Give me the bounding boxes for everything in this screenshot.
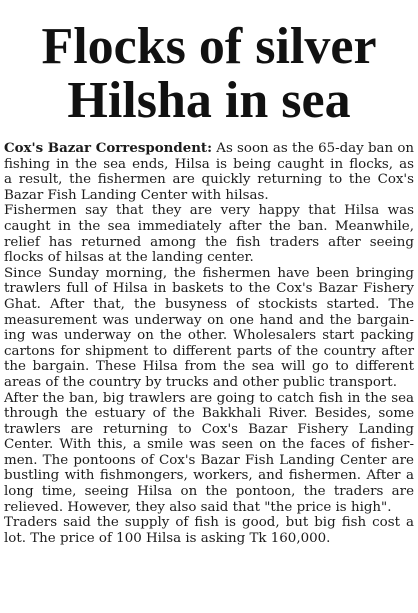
article-line: bustling with fishmongers, workers, and fishermen. After a <box>4 468 414 484</box>
article-line: flocks of hilsas at the landing center. <box>4 250 254 266</box>
article-line: ing was underway on the other. Wholesalers start packing <box>4 328 414 344</box>
article-line: relief has returned among the fish traders after seeing <box>4 234 414 250</box>
article-line <box>4 141 414 157</box>
article-line: cartons for shipment to different parts of the country after <box>4 343 414 359</box>
article-line: men. The pontoons of Cox's Bazar Fish Landing Center are <box>4 452 414 468</box>
article-body <box>4 141 414 546</box>
article-line: lot. The price of 100 Hilsa is asking Tk 160,000. <box>4 530 331 546</box>
article-line: After the ban, big trawlers are going to catch fish in the sea <box>4 390 414 406</box>
article-line: Since Sunday morning, the fishermen have been bringing <box>4 265 414 281</box>
article-line: the bargain. These Hilsa from the sea will go to different <box>4 359 414 375</box>
article-line-text: As soon as the 65-day ban on <box>212 141 414 156</box>
byline: Cox's Bazar Correspondent: <box>4 140 213 156</box>
article-line: Bazar Fish Landing Center with hilsas. <box>4 187 269 203</box>
article-line: Fishermen say that they are very happy that Hilsa was <box>4 203 414 219</box>
article-line: trawlers full of Hilsa in baskets to the Cox's Bazar Fishery <box>4 281 414 297</box>
article-line: areas of the country by trucks and other public transport. <box>4 374 397 390</box>
article-line: relieved. However, they also said that "the price is high". <box>4 499 392 515</box>
article-line: through the estuary of the Bakkhali River. Besides, some <box>4 406 414 422</box>
article-line: caught in the sea immediately after the ban. Meanwhile, <box>4 218 414 234</box>
article-line: measurement was underway on one hand and the bargain- <box>4 312 414 328</box>
article-line: Traders said the supply of fish is good, but big fish cost a <box>4 515 414 531</box>
headline-line-2: Hilsha in sea <box>67 72 351 129</box>
article-line: Center. With this, a smile was seen on the faces of fisher- <box>4 437 414 453</box>
article-line: a result, the fishermen are quickly returning to the Cox's <box>4 172 414 188</box>
article-line: long time, seeing Hilsa on the pontoon, the traders are <box>4 484 414 500</box>
article-line: Ghat. After that, the busyness of stockists started. The <box>4 296 414 312</box>
headline-line-1: Flocks of silver <box>41 18 377 75</box>
article-line: fishing in the sea ends, Hilsa is being caught in flocks, as <box>4 156 414 172</box>
article-line: trawlers are returning to Cox's Bazar Fishery Landing <box>4 421 414 437</box>
